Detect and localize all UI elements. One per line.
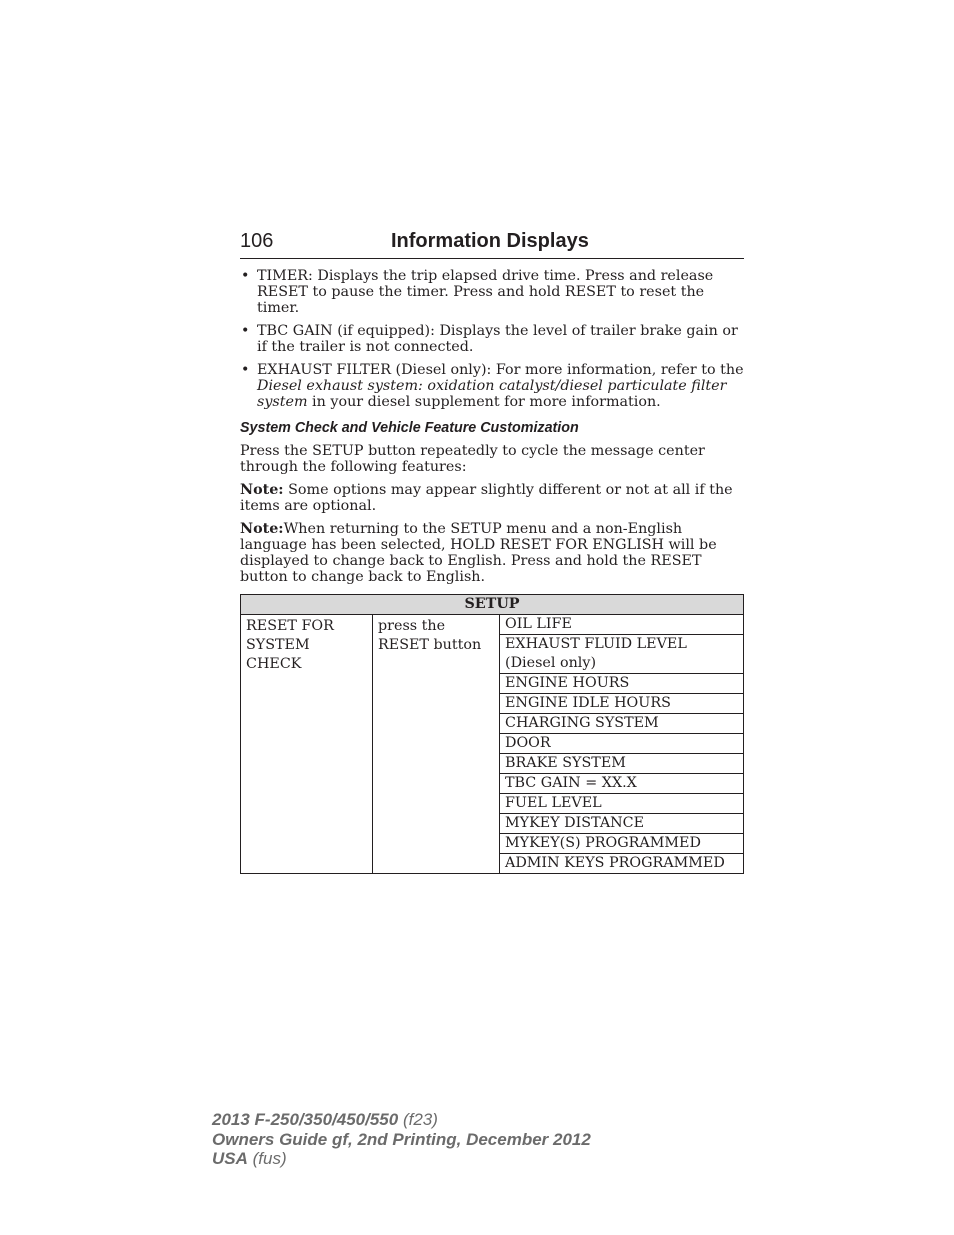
note-text: When returning to the SETUP menu and a non-English language has been selected, HOLD RESET FOR ENGLISH will be displayed to change back to English. Press and hold the RESET button to change back to English. [240, 520, 717, 586]
table-cell-item: MYKEY(S) PROGRAMMED [500, 834, 744, 854]
bullet-exhaust-text-before: EXHAUST FILTER (Diesel only): For more information, refer to the [257, 362, 744, 379]
footer-line-model [212, 1110, 591, 1130]
intro-paragraph: Press the SETUP button repeatedly to cycle the message center through the following features: [240, 442, 705, 476]
setup-table [240, 594, 744, 874]
footer-region: USA [212, 1149, 248, 1168]
table-cell-item: FUEL LEVEL [500, 794, 744, 814]
note-label: Note: [240, 520, 284, 537]
bullet-exhaust-filter [240, 362, 744, 411]
footer-guide: Owners Guide gf, 2nd Printing, December 2012 [212, 1129, 591, 1149]
bullet-timer: • TIMER: Displays the trip elapsed drive time. Press and release RESET to pause the timer. Press and hold RESET to reset the timer. [240, 268, 744, 317]
footer-model: 2013 F-250/350/450/550 [212, 1110, 399, 1129]
footer-region-code: (fus) [247, 1149, 287, 1168]
page-header [240, 228, 744, 259]
table-cell-item: CHARGING SYSTEM [500, 714, 744, 734]
bullet-exhaust-reference: Diesel exhaust system: oxidation catalyst/diesel particulate filter system [257, 378, 727, 411]
table-cell-item: MYKEY DISTANCE [500, 814, 744, 834]
table-cell-mode: RESET FOR SYSTEM CHECK [241, 615, 373, 874]
table-cell-item: ENGINE IDLE HOURS [500, 694, 744, 714]
note-paragraph-1 [240, 482, 744, 514]
table-cell-item: OIL LIFE [500, 615, 744, 635]
page-number: 106 [240, 230, 274, 252]
page-footer [212, 1110, 591, 1169]
bullet-exhaust-text-after: in your diesel supplement for more information. [307, 394, 661, 411]
table-cell-action: press the RESET button [373, 615, 500, 874]
page-content [240, 268, 744, 874]
bullet-tbc-gain: • TBC GAIN (if equipped): Displays the level of trailer brake gain or if the trailer is not connected. [240, 323, 744, 355]
feature-bullet-list [240, 268, 744, 411]
table-cell-item: EXHAUST FLUID LEVEL (Diesel only) [500, 635, 744, 674]
table-cell-item: BRAKE SYSTEM [500, 754, 744, 774]
page-title: Information Displays [391, 230, 589, 252]
note-paragraph-2 [240, 521, 744, 586]
table-header: SETUP [241, 595, 744, 615]
table-row [241, 615, 744, 635]
table-cell-item: DOOR [500, 734, 744, 754]
footer-line-region [212, 1149, 591, 1169]
footer-line-guide [212, 1130, 591, 1150]
note-text: Some options may appear slightly different or not at all if the items are optional. [240, 481, 733, 514]
table-cell-item: ENGINE HOURS [500, 674, 744, 694]
table-cell-item: TBC GAIN = XX.X [500, 774, 744, 794]
table-cell-item: ADMIN KEYS PROGRAMMED [500, 854, 744, 874]
footer-model-code: (f23) [398, 1110, 438, 1129]
note-label: Note: [240, 481, 284, 498]
table-header-row [241, 595, 744, 615]
section-heading: System Check and Vehicle Feature Customization [240, 419, 579, 436]
